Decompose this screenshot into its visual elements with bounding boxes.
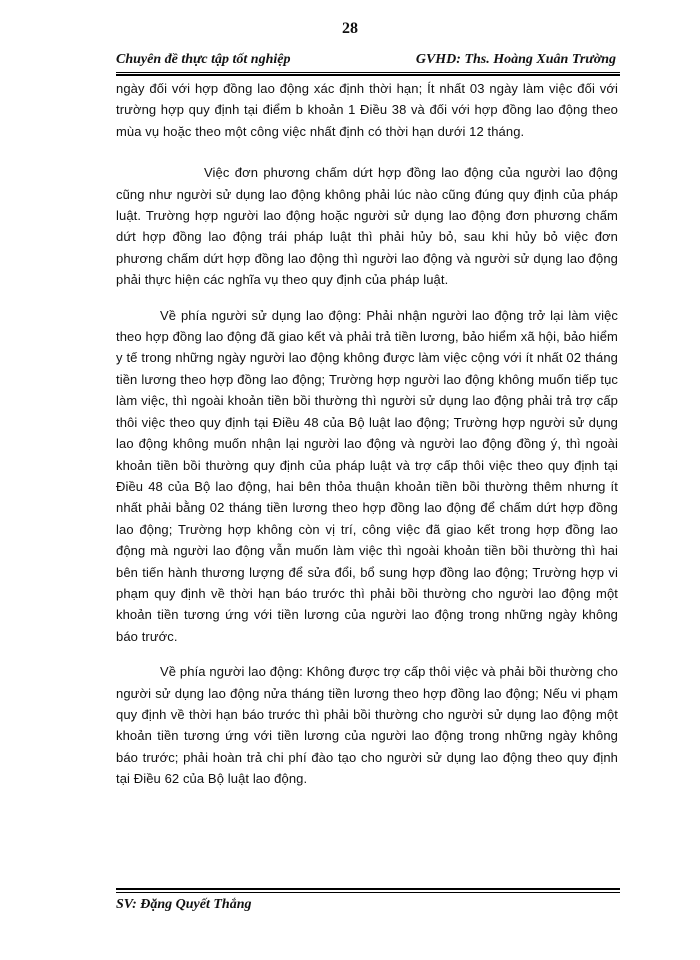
footer-rule-thin — [116, 892, 620, 893]
paragraph-unilateral-termination: Việc đơn phương chấm dứt hợp đồng lao động của người lao động cũng như người sử dụng lao động không phải lúc nào cũng đúng quy định của pháp luật. Trường hợp người lao động hoặc người sử dụng lao động đơn phương chấm dứt hợp đồng lao động trái pháp luật thì phải hủy bỏ, sau khi hủy bỏ việc đơn phương chấm dứt hợp đồng lao động thì người lao động và người sử dụng lao động phải thực hiện các nghĩa vụ theo quy định của pháp luật. — [116, 165, 618, 288]
paragraph-employee-obligations: Về phía người lao động: Không được trợ cấp thôi việc và phải bồi thường cho người sử dụng lao động nửa tháng tiền lương theo hợp đồng lao động; Nếu vi phạm quy định về thời hạn báo trước thì phải bồi thường cho người sử dụng lao động một khoản tiền tương ứng với tiền lương của người lao động trong những ngày không báo trước; phải hoàn trả chi phí đào tạo cho người sử dụng lao động theo quy định tại Điều 62 của Bộ luật lao động. — [116, 664, 618, 787]
page-header — [116, 52, 616, 72]
footer-student-name: SV: Đặng Quyết Thắng — [116, 897, 252, 912]
header-rule-thin — [116, 72, 620, 73]
paragraph-employer-obligations: Về phía người sử dụng lao động: Phải nhận người lao động trở lại làm việc theo hợp đồng lao động đã giao kết và phải trả tiền lương, bảo hiểm xã hội, bảo hiểm y tế trong những ngày người lao động không được làm việc cộng với ít nhất 02 tháng tiền lương theo hợp đồng lao động; Trường hợp người lao động không muốn tiếp tục làm việc, thì ngoài khoản tiền bồi thường thì người sử dụng lao động phải trả trợ cấp thôi việc theo quy định tại Điều 48 của Bộ luật lao động; Trường hợp người sử dụng lao động không muốn nhận lại người lao động và người lao động đồng ý, thì ngoài khoản tiền bồi thường quy định của pháp luật và trợ cấp thôi việc theo quy định tại Điều 48 của Bộ lao động, hai bên thỏa thuận khoản tiền bồi thường thêm nhưng ít nhất phải bằng 02 tháng tiền lương theo hợp đồng lao động để chấm dứt hợp đồng lao động; Trường hợp không còn vị trí, công việc đã giao kết trong hợp đồng lao động mà người lao động vẫn muốn làm việc thì ngoài khoản tiền bồi thường thì hai bên tiến hành thương lượng để sửa đổi, bổ sung hợp đồng lao động; Trường hợp vi phạm quy định về thời hạn báo trước thì phải bồi thường cho người lao động một khoản tiền tương ứng với tiền lương của người lao động trong những ngày không báo trước. — [116, 307, 618, 644]
header-rule-thick — [116, 74, 620, 76]
header-supervisor: GVHD: Ths. Hoàng Xuân Trường — [415, 52, 616, 67]
page-number: 28 — [342, 20, 358, 37]
document-body — [116, 78, 618, 790]
footer-rule-thick — [116, 888, 620, 890]
paragraph-continuation: ngày đối với hợp đồng lao động xác định thời hạn; Ít nhất 03 ngày làm việc đối với trường hợp quy định tại điểm b khoản 1 Điều 38 và đối với hợp đồng lao động theo mùa vụ hoặc theo một công việc nhất định có thời hạn dưới 12 tháng. — [116, 81, 618, 139]
header-report-title: Chuyên đề thực tập tốt nghiệp — [116, 52, 291, 67]
